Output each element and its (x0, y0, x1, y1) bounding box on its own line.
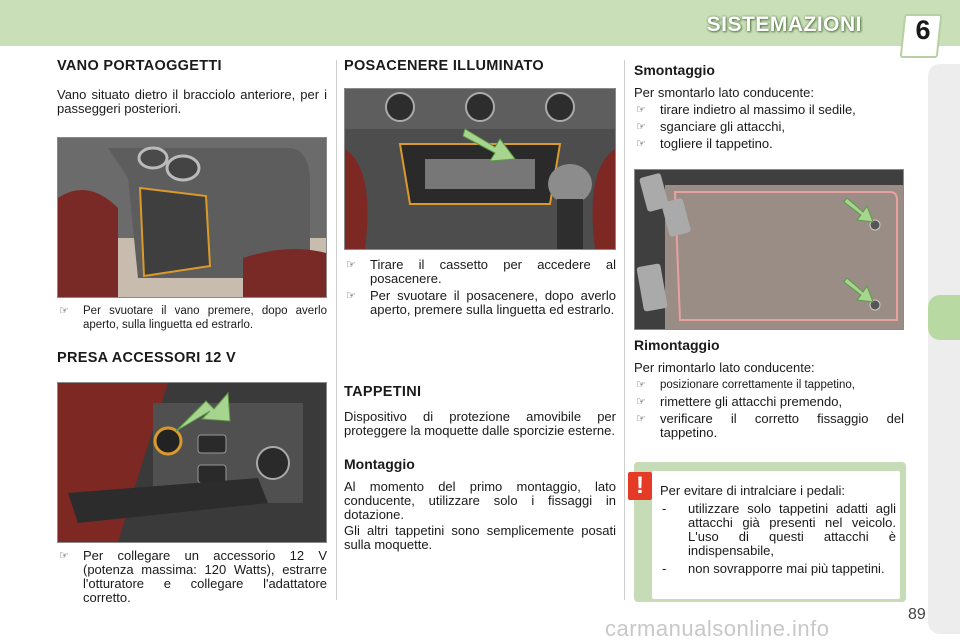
rimontaggio-section: Rimontaggio Per rimontarlo lato conducente: ☞ posizionare correttamente il tappetino, ☞ rimettere gli attacchi premendo, ☞ verificare il corretto fissaggio del tappetino. (634, 337, 904, 440)
smontaggio-section: Smontaggio Per smontarlo lato conducente: ☞ tirare indietro al massimo il sedile, ☞ sganciare gli attacchi, ☞ togliere il tappetino. (634, 62, 904, 151)
warning-item: - utilizzare solo tappetini adatti agli attacchi già presenti nel veicolo. L'uso di questi attacchi è indispensabile, (662, 501, 896, 558)
rimontaggio-title: Rimontaggio (634, 337, 720, 353)
smontaggio-title: Smontaggio (634, 62, 715, 78)
page-number: 89 (908, 606, 926, 623)
montaggio-title: Montaggio (344, 456, 415, 472)
photo-12v-socket (57, 382, 327, 543)
montaggio-text-2: Gli altri tappetini sono semplicemente posati sulla moquette. (344, 523, 616, 552)
side-tab-active (928, 295, 960, 340)
section-title-vano: VANO PORTAOGGETTI (57, 58, 222, 74)
photo-storage-compartment (57, 137, 327, 298)
smontaggio-intro: Per smontarlo lato conducente: (634, 85, 814, 100)
montaggio-text-1: Al momento del primo montaggio, lato conducente, utilizzare solo i fissaggi in dotazione. (344, 479, 616, 522)
chapter-number: 6 (915, 15, 931, 45)
exclamation-icon: ! (628, 472, 652, 500)
warning-text (660, 484, 896, 576)
warning-intro: Per evitare di intralciare i pedali: (660, 483, 845, 498)
column-divider (624, 60, 625, 600)
pointing-hand-icon: ☞ (636, 413, 646, 425)
section-title-tappetini: TAPPETINI (344, 384, 422, 400)
pointing-hand-icon: ☞ (346, 259, 356, 271)
pointing-hand-icon: ☞ (346, 290, 356, 302)
section-title-posacenere: POSACENERE ILLUMINATO (344, 58, 544, 74)
presa-bullet: ☞ Per collegare un accessorio 12 V (potenza massima: 120 Watts), estrarre l'otturatore e collegare l'adattatore corretto. (59, 548, 327, 605)
pointing-hand-icon: ☞ (636, 138, 646, 150)
pointing-hand-icon: ☞ (636, 396, 646, 408)
tappetini-section (344, 384, 616, 552)
photo-floor-mat (634, 169, 904, 330)
tappetini-text: Dispositivo di protezione amovibile per proteggere la moquette dalle sporcizie esterne. (344, 409, 616, 438)
chapter-title: SISTEMAZIONI (706, 13, 862, 36)
side-tab-strip (928, 64, 960, 634)
column-divider (336, 60, 337, 600)
pointing-hand-icon: ☞ (636, 104, 646, 116)
section-title-presa: PRESA ACCESSORI 12 V (57, 350, 236, 366)
pointing-hand-icon: ☞ (59, 550, 69, 562)
posacenere-bullets: ☞ Tirare il cassetto per accedere al posacenere. ☞ Per svuotare il posacenere, dopo averlo aperto, premere sulla linguetta ed estrarlo. (346, 257, 616, 317)
photo-ashtray (344, 88, 616, 250)
column-left (57, 58, 327, 116)
pointing-hand-icon: ☞ (636, 121, 646, 133)
rimontaggio-intro: Per rimontarlo lato conducente: (634, 360, 815, 375)
pointing-hand-icon: ☞ (636, 379, 646, 391)
warning-item: - non sovrapporre mai più tappetini. (662, 561, 885, 576)
pointing-hand-icon: ☞ (59, 305, 69, 317)
watermark: carmanualsonline.info (605, 616, 830, 641)
vano-text: Vano situato dietro il bracciolo anteriore, per i passeggeri posteriori. (57, 87, 327, 116)
vano-bullet: ☞ Per svuotare il vano premere, dopo averlo aperto, sulla linguetta ed estrarlo. (59, 305, 327, 331)
